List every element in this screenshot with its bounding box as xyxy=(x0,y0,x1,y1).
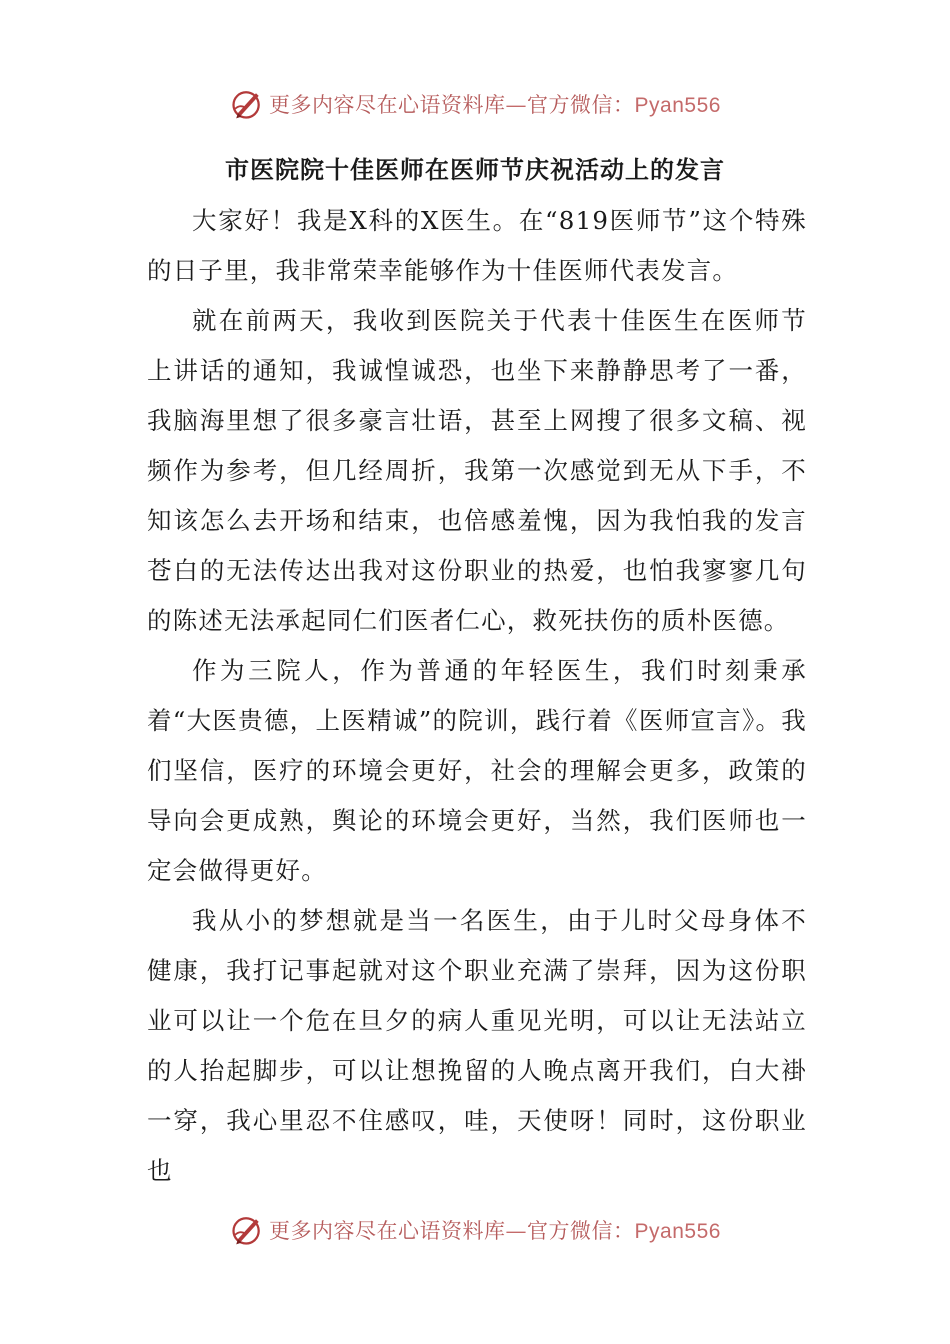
paragraph: 就在前两天，我收到医院关于代表十佳医生在医师节上讲话的通知，我诚惶诚恐，也坐下来静静思考了一番，我脑海里想了很多豪言壮语，甚至上网搜了很多文稿、视频作为参考，但几经周折，我第一次感觉到无从下手，不知该怎么去开场和结束，也倍感羞愧，因为我怕我的发言苍白的无法传达出我对这份职业的热爱，也怕我寥寥几句的陈述无法承起同仁们医者仁心，救死扶伤的质朴医德。 xyxy=(147,306,807,635)
document-title: 市医院院十佳医师在医师节庆祝活动上的发言 xyxy=(225,155,725,184)
pen-logo-icon xyxy=(229,1212,265,1248)
paragraph: 我从小的梦想就是当一名医生，由于儿时父母身体不健康，我打记事起就对这个职业充满了崇拜，因为这份职业可以让一个危在旦夕的病人重见光明，可以让无法站立的人抬起脚步，可以让想挽留的人晚点离开我们，白大褂一穿，我心里忍不住感叹，哇，天使呀！同时，这份职业也 xyxy=(147,906,807,1185)
footer-contact-id: Pyan556 xyxy=(634,1220,721,1243)
header-separator: — xyxy=(505,93,528,117)
footer-watermark xyxy=(0,1208,950,1252)
footer-contact-label: 官方微信： xyxy=(527,1219,635,1243)
header-contact-id: Pyan556 xyxy=(634,94,721,117)
pen-logo-icon xyxy=(229,86,265,122)
paragraph: 大家好！我是X科的X医生。在“819医师节”这个特殊的日子里，我非常荣幸能够作为十佳医师代表发言。 xyxy=(147,206,807,285)
paragraph: 作为三院人，作为普通的年轻医生，我们时刻秉承着“大医贵德，上医精诚”的院训，践行着《医师宣言》。我们坚信，医疗的环境会更好，社会的理解会更多，政策的导向会更成熟，舆论的环境会更好，当然，我们医师也一定会做得更好。 xyxy=(147,656,807,885)
document-body xyxy=(147,196,807,1196)
footer-brand: 更多内容尽在心语资料库 xyxy=(269,1219,506,1243)
footer-separator: — xyxy=(505,1219,528,1243)
header-contact-label: 官方微信： xyxy=(527,93,635,117)
header-watermark xyxy=(0,82,950,126)
header-brand: 更多内容尽在心语资料库 xyxy=(269,93,506,117)
